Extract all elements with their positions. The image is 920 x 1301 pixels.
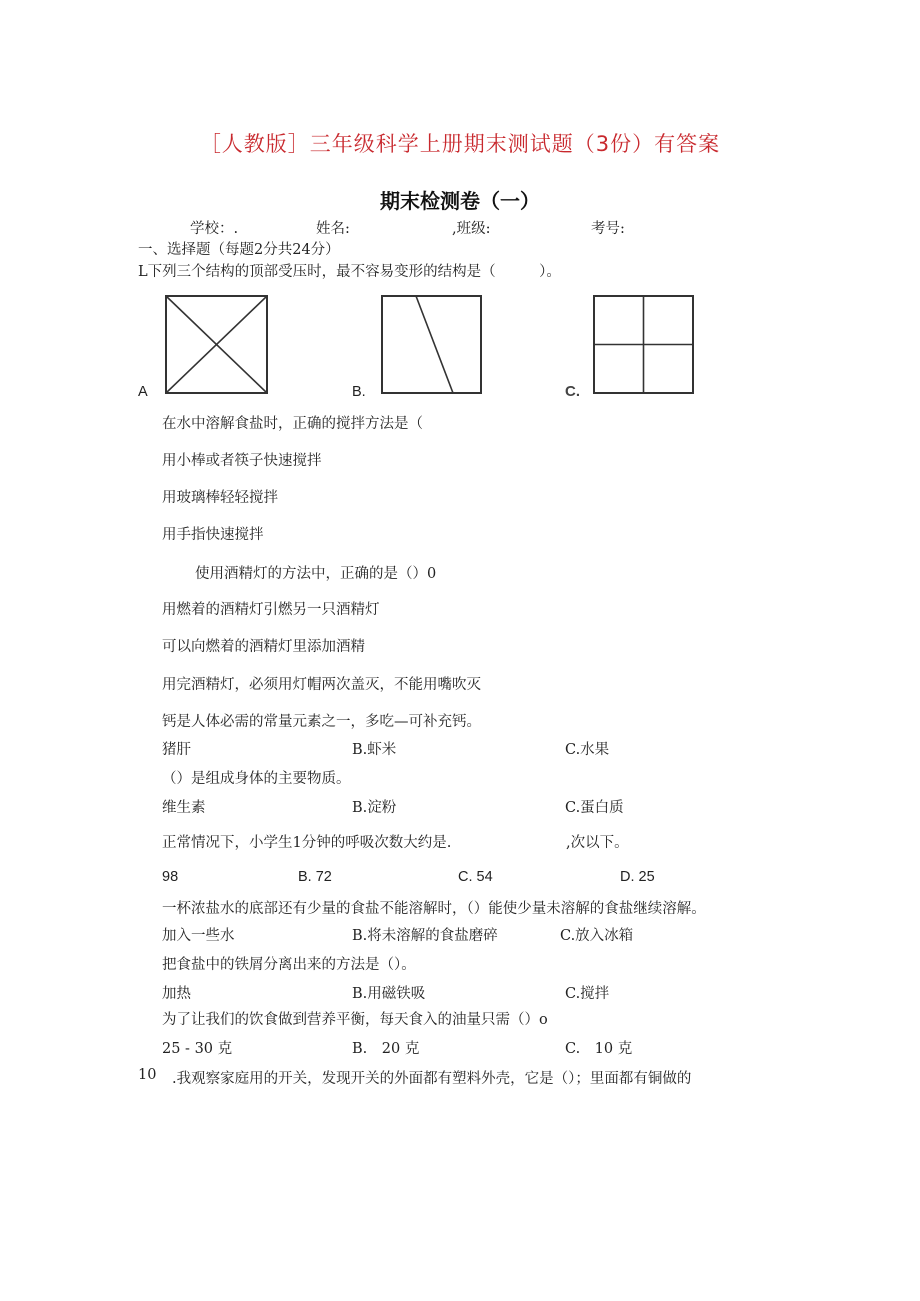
structure-a-figure [164,294,270,396]
question-2-option-c: 用手指快速搅拌 [162,527,264,543]
question-4-stem: 钙是人体必需的常量元素之一，多吃—可补充钙。 [162,714,481,730]
question-4-option-b: B.虾米 [352,742,397,758]
document-title: ［人教版］三年级科学上册期末测试题（3份）有答案 [199,132,721,156]
question-10-stem: .我观察家庭用的开关，发现开关的外面都有塑料外壳，它是（）；里面都有铜做的 [172,1071,692,1087]
question-8-option-c: C.搅拌 [565,986,610,1002]
option-b-label: B. [352,384,366,400]
question-7-option-a: 加入一些水 [162,928,235,944]
question-5-option-b: B.淀粉 [352,800,397,816]
school-field-label: 学校：. [190,221,239,237]
question-6-option-d: D. 25 [620,869,655,885]
question-7-option-b: B.将未溶解的食盐磨碎 [352,928,498,944]
question-6-stem: 正常情况下，小学生1分钟的呼吸次数大约是. [162,835,452,851]
question-1-stem: L下列三个结构的顶部受压时，最不容易变形的结构是（ ）。 [138,264,561,280]
question-9-option-a: 25 - 30 克 [162,1041,233,1057]
structure-b-figure [380,294,484,396]
question-3-option-c: 用完酒精灯，必须用灯帽两次盖灭，不能用嘴吹灭 [162,677,481,693]
question-3-option-a: 用燃着的酒精灯引燃另一只酒精灯 [162,602,380,618]
question-9-option-c: C. 10 克 [565,1041,633,1057]
question-4-option-a: 猪肝 [162,742,191,758]
structure-c-figure [592,294,696,396]
question-2-option-b: 用玻璃棒轻轻搅拌 [162,490,278,506]
question-5-option-c: C.蛋白质 [565,800,624,816]
question-6-option-a: 98 [162,869,179,885]
class-field-label: ,班级: [452,221,491,237]
question-2-stem: 在水中溶解食盐时，正确的搅拌方法是（ [162,416,423,432]
question-6-option-c: C. 54 [458,869,493,885]
question-7-option-c: C.放入冰箱 [560,928,634,944]
number-field-label: 考号: [591,221,625,237]
exam-subtitle: 期末检测卷（一） [380,189,540,213]
question-3-option-b: 可以向燃着的酒精灯里添加酒精 [162,639,365,655]
question-4-option-c: C.水果 [565,742,610,758]
question-8-stem: 把食盐中的铁屑分离出来的方法是（）。 [162,957,416,973]
question-5-stem: （）是组成身体的主要物质。 [162,771,351,787]
question-8-option-b: B.用磁铁吸 [352,986,426,1002]
section-heading: 一、选择题（每题2分共24分） [138,242,340,258]
option-c-label: C. [565,383,580,400]
question-2-option-a: 用小棒或者筷子快速搅拌 [162,453,322,469]
question-6-option-b: B. 72 [298,869,332,885]
name-field-label: 姓名: [316,221,350,237]
question-10-number: 10 [138,1067,157,1083]
question-6-stem-end: ,次以下。 [566,835,629,851]
question-5-option-a: 维生素 [162,800,206,816]
question-9-stem: 为了让我们的饮食做到营养平衡，每天食入的油量只需（）o [162,1012,548,1028]
question-8-option-a: 加热 [162,986,191,1002]
question-3-stem: 使用酒精灯的方法中，正确的是（）0 [195,566,437,582]
question-7-stem: 一杯浓盐水的底部还有少量的食盐不能溶解时，（）能使少量未溶解的食盐继续溶解。 [162,901,706,917]
question-9-option-b: B. 20 克 [352,1041,420,1057]
option-a-label: A [138,384,148,400]
